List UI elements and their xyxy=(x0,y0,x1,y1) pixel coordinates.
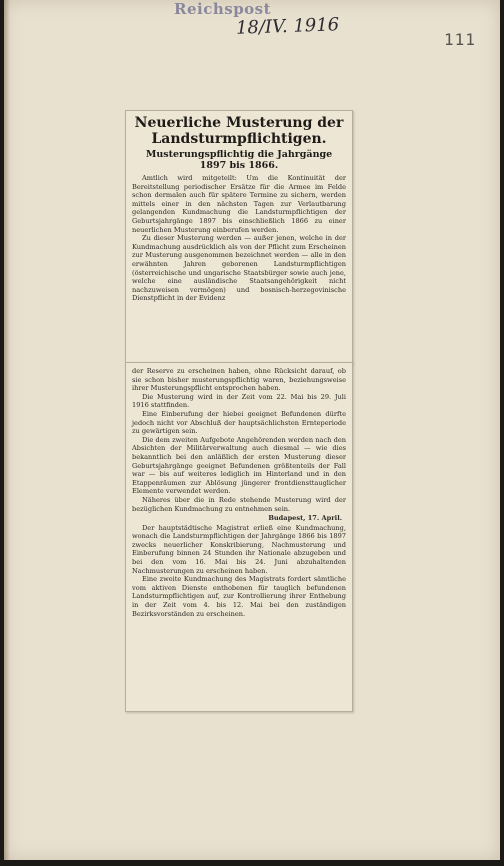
article-paragraph: Der hauptstädtische Magistrat erließ eine Kundmachung, wonach die Landsturmpflichtigen der Jahrgänge 1866 bis 1897 zwecks neuerlicher Konskribierung, Nachmusterung und Einberufung binnen 24 Stunden ihr Nationale abzugeben und bei den vom 16. Mai bis 24. Juni abzuhaltenden Nachmusterungen zu erscheinen haben. xyxy=(132,523,346,575)
article-paragraph: Die dem zweiten Aufgebote Angehörenden werden nach den Absichten der Militärverwaltung auch diesmal — wie dies bekanntlich bei den anläßlich der ersten Musterung dieser Geburtsjahrgänge geeignet Befundenen größtenteils der Fall war — bis auf weiteres lediglich im Hinterland und in den Etappenräumen zur Ablösung jüngerer frontdiensttauglicher Elemente verwendet werden. xyxy=(132,435,346,496)
article-subheadline: Musterungspflichtig die Jahrgänge 1897 bis 1866. xyxy=(145,149,333,171)
article-paragraph: Eine Einberufung der hiebei geeignet Befundenen dürfte jedoch nicht vor Abschluß der hauptsächlichsten Ernteperiode zu gewärtigen sein. xyxy=(132,409,346,436)
article-paragraph: Eine zweite Kundmachung des Magistrats fordert sämtliche vom aktiven Dienste enthobenen für tauglich befundenen Landsturmpflichtigen auf, zur Kontrollierung ihrer Enthebung in der Zeit vom 4. bis 12. Mai bei den zuständigen Bezirksvorständen zu erscheinen. xyxy=(132,575,346,618)
handwritten-date: 18/IV. 1916 xyxy=(235,14,340,39)
page-number: 111 xyxy=(444,30,476,49)
article-paragraph: der Reserve zu erscheinen haben, ohne Rücksicht darauf, ob sie schon bisher musterungspflichtig waren, beziehungsweise ihrer Musterungspflicht entsprochen haben. xyxy=(132,367,346,393)
clipping-part-1 xyxy=(125,110,353,364)
newspaper-stamp: Reichspost xyxy=(174,0,272,18)
dateline: Budapest, 17. April. xyxy=(268,514,342,523)
article-paragraph: Zu dieser Musterung werden — außer jenen, welche in der Kundmachung ausdrücklich als von der Pflicht zum Erscheinen zur Musterung ausgenommen bezeichnet werden — alle in den erwähnten Jahren geborenen Landsturmpflichtigen (österreichische und ungarische Staatsbürger sowie auch jene, welche eine ausländische Staatsangehörigkeit nicht nachzuweisen vermögen) und bosnisch-herzegovinische Dienstpflicht in der Evidenz xyxy=(132,234,346,303)
archive-page xyxy=(4,0,500,860)
clipping-part-2 xyxy=(125,362,353,712)
article-paragraph: Die Musterung wird in der Zeit vom 22. Mai bis 29. Juli 1916 stattfinden. xyxy=(132,392,346,410)
article-paragraph: Amtlich wird mitgeteilt: Um die Kontinuität der Bereitstellung periodischer Ersätze für die Armee im Felde schon dermalen auch für spätere Termine zu sichern, werden mittels einer in den nächsten Tagen zur Verlautbarung gelangenden Kundmachung die Landsturmpflichtigen der Geburtsjahrgänge 1897 bis einschließlich 1866 zu einer neuerlichen Musterung einberufen werden. xyxy=(132,174,346,234)
article-headline: Neuerliche Musterung der Landsturmpflichtigen. xyxy=(134,115,344,147)
article-paragraph: Näheres über die in Rede stehende Musterung wird der bezüglichen Kundmachung zu entnehmen sein. xyxy=(132,495,346,513)
page-edge-shadow xyxy=(4,0,10,860)
